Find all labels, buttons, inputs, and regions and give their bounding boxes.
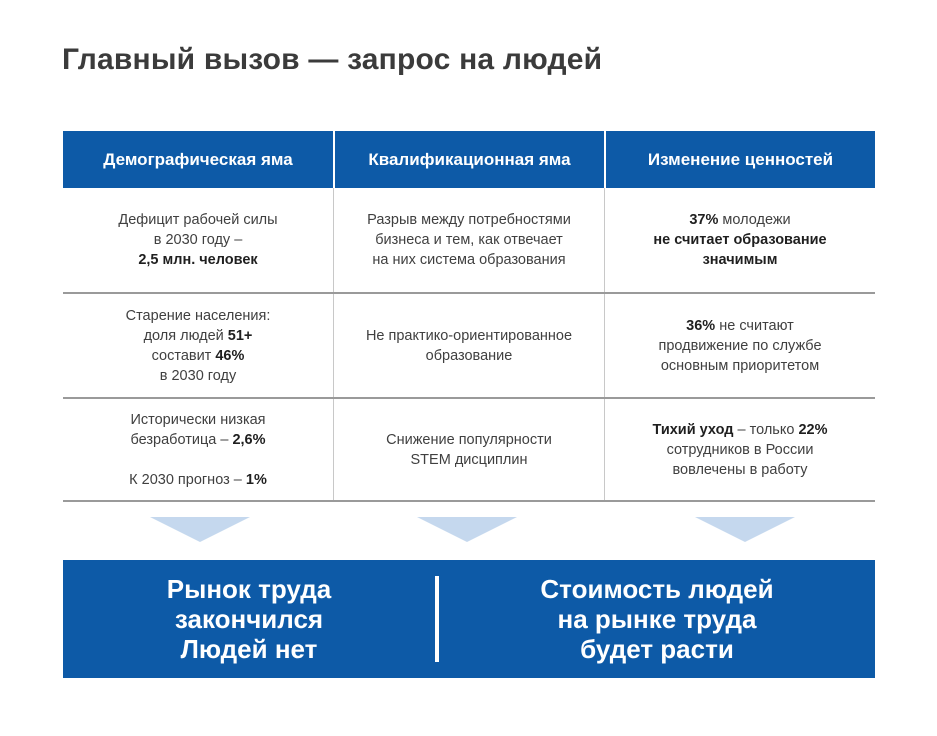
highlight-text: 1% <box>245 471 267 488</box>
conclusion-line: будет расти <box>580 634 734 664</box>
cell-line <box>144 326 253 346</box>
cell-line <box>118 210 277 230</box>
table-cell <box>63 399 333 500</box>
cell-line <box>367 210 571 230</box>
table-cell <box>604 294 875 397</box>
cell-line <box>658 336 821 356</box>
down-arrow-icon <box>150 517 250 542</box>
cell-text: не считают <box>715 317 794 334</box>
cell-line <box>138 250 257 270</box>
cell-text: Не практико-ориентированное <box>365 327 573 344</box>
conclusion-left <box>63 574 435 664</box>
cell-line <box>126 306 271 326</box>
cell-text: Снижение популярности <box>386 431 552 448</box>
cell-text: на них система образования <box>372 252 566 268</box>
highlight-text: 22% <box>798 421 828 438</box>
cell-line <box>661 356 819 376</box>
highlight-text: Тихий уход <box>652 421 734 438</box>
column-header-qualification: Квалификационная яма <box>333 131 604 188</box>
highlight-text: 46% <box>215 347 245 364</box>
highlight-text: 36% <box>686 317 716 334</box>
table-cell <box>333 188 604 292</box>
cell-line <box>152 346 245 366</box>
cell-line <box>160 366 236 386</box>
cell-text: – только <box>733 421 799 438</box>
table-cell <box>604 188 875 292</box>
conclusion-right <box>439 574 875 664</box>
highlight-text: не считает образование <box>653 232 827 248</box>
cell-line <box>653 230 826 250</box>
highlight-text: значимым <box>702 252 778 268</box>
table-header <box>63 131 875 188</box>
cell-text: К 2030 прогноз – <box>129 471 246 488</box>
cell-line <box>426 346 513 366</box>
cell-line <box>667 440 814 460</box>
cell-text: доля людей <box>143 327 228 344</box>
column-header-values: Изменение ценностей <box>604 131 875 188</box>
highlight-text: 2,5 млн. человек <box>138 252 258 268</box>
highlight-text: 37% <box>689 212 719 228</box>
down-arrow-icon <box>417 517 517 542</box>
cell-text: Разрыв между потребностями <box>367 212 571 228</box>
conclusion-line: на рынке труда <box>557 604 757 634</box>
cell-line <box>653 420 828 440</box>
cell-line <box>689 210 790 230</box>
cell-text: молодежи <box>718 212 791 228</box>
cell-text: сотрудников в России <box>666 441 814 458</box>
table-cell <box>63 188 333 292</box>
conclusion-line: Рынок труда <box>166 574 332 604</box>
challenges-table <box>63 131 875 502</box>
cell-line <box>130 430 265 450</box>
cell-text: продвижение по службе <box>658 337 822 354</box>
cell-text: бизнеса и тем, как отвечает <box>375 232 563 248</box>
conclusion-banner <box>63 560 875 678</box>
table-row <box>63 399 875 502</box>
cell-text: в 2030 году – <box>153 232 243 248</box>
cell-line <box>386 430 552 450</box>
cell-line <box>703 250 778 270</box>
cell-line <box>375 230 563 250</box>
cell-text: Старение населения: <box>125 307 271 324</box>
cell-line <box>154 230 243 250</box>
table-cell <box>63 294 333 397</box>
column-header-demographic: Демографическая яма <box>103 149 293 169</box>
table-row <box>63 188 875 294</box>
cell-text: основным приоритетом <box>660 357 820 374</box>
conclusion-line: Стоимость людей <box>540 574 774 604</box>
cell-line <box>372 250 565 270</box>
cell-text: STEM дисциплин <box>410 451 528 468</box>
highlight-text: 51+ <box>227 327 253 344</box>
cell-text: образование <box>425 347 513 364</box>
cell-text: вовлечены в работу <box>672 461 808 478</box>
cell-line <box>129 470 267 490</box>
cell-line <box>672 460 807 480</box>
cell-text: Исторически низкая <box>130 411 266 428</box>
table-cell <box>604 399 875 500</box>
cell-line <box>366 326 572 346</box>
cell-line <box>686 316 794 336</box>
down-arrow-icon <box>695 517 795 542</box>
cell-text: составит <box>151 347 216 364</box>
cell-text: безработица – <box>130 431 233 448</box>
table-row <box>63 294 875 399</box>
table-cell <box>333 294 604 397</box>
cell-text: в 2030 году <box>159 367 237 384</box>
table-cell <box>333 399 604 500</box>
cell-line <box>130 410 265 430</box>
conclusion-line: Людей нет <box>180 634 318 664</box>
page-title: Главный вызов — запрос на людей <box>62 43 603 76</box>
conclusion-line: закончился <box>174 604 324 634</box>
highlight-text: 2,6% <box>232 431 266 448</box>
cell-line <box>411 450 528 470</box>
cell-text: Дефицит рабочей силы <box>118 212 278 228</box>
